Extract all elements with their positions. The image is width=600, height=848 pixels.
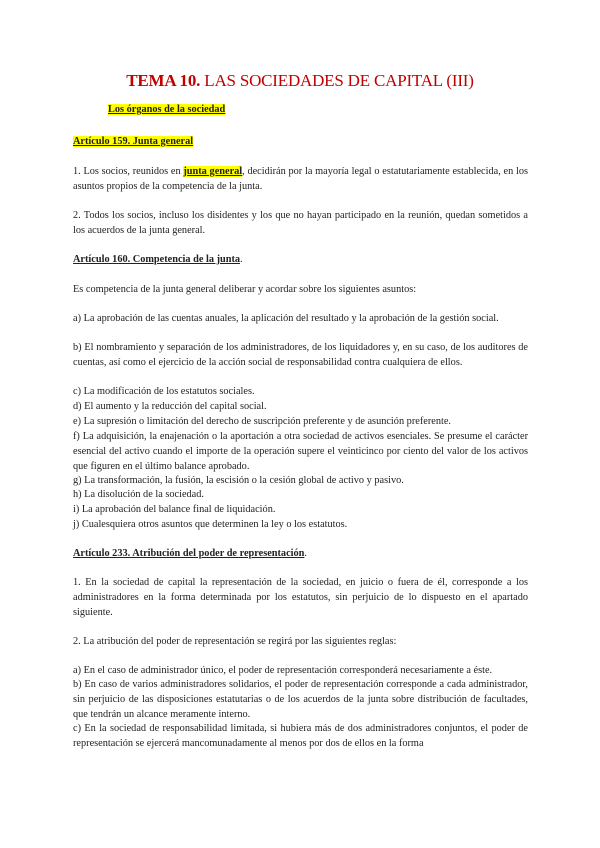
art160-item: d) El aumento y la reducción del capital social. (73, 401, 267, 412)
art160-item: c) La modificación de los estatutos sociales. (73, 386, 255, 397)
art159-paragraph-2: 2. Todos los socios, incluso los disidentes y los que no hayan participado en la reunión, quedan sometidos a los acuerdos de la junta general. (73, 210, 528, 236)
art159-heading-text: Artículo 159. Junta general (73, 136, 194, 147)
art160-item: e) La supresión o limitación del derecho de suscripción preferente y de asunción preferente. (73, 416, 451, 427)
art160-intro: Es competencia de la junta general deliberar y acordar sobre los siguientes asuntos: (73, 284, 417, 295)
art159-p1-end: , decidirán por la mayoría legal o estatutariamente establecida, en los asuntos propios de la competencia de la junta. (73, 166, 528, 192)
art159-heading (73, 134, 528, 149)
art233-item: c) En la sociedad de responsabilidad limitada, si hubiera más de dos administradores conjuntos, el poder de representación se ejercerá mancomunadamente al menos por dos de ellos en la forma (73, 723, 528, 749)
section-subtitle: Los órganos de la sociedad (108, 104, 226, 115)
art233-paragraph-1: 1. En la sociedad de capital la representación de la sociedad, en juicio o fuera de él, corresponde a los administradores en la forma determinada por los estatutos, sin perjuicio de lo dispuesto en el apartado siguiente. (73, 577, 528, 618)
art160-item: g) La transformación, la fusión, la escisión o la cesión global de activo y pasivo. (73, 475, 404, 486)
art233-heading (73, 546, 528, 561)
art233-heading-tail: . (304, 548, 307, 559)
art160-item: i) La aprobación del balance final de liquidación. (73, 504, 276, 515)
art233-paragraph-2: 2. La atribución del poder de representación se regirá por las siguientes reglas: (73, 636, 397, 647)
art233-heading-text: Artículo 233. Atribución del poder de representación (73, 548, 305, 559)
art160-heading-text: Artículo 160. Competencia de la junta (73, 254, 241, 265)
art160-heading-tail: . (240, 254, 243, 265)
title-text: LAS SOCIEDADES DE CAPITAL (III) (200, 71, 474, 90)
page-title (0, 71, 600, 91)
title-number: TEMA 10. (126, 71, 201, 90)
art159-p1-start: 1. Los socios, reunidos en (73, 166, 184, 177)
art160-item: j) Cualesquiera otros asuntos que determinen la ley o los estatutos. (73, 519, 348, 530)
art160-item: b) El nombramiento y separación de los administradores, de los liquidadores y, en su caso, de los auditores de cuentas, así como el ejercicio de la acción social de responsabilidad contra cualquiera de ellos. (73, 342, 528, 368)
art233-item: a) En el caso de administrador único, el poder de representación corresponderá necesariamente a éste. (73, 665, 493, 676)
art233-item: b) En caso de varios administradores solidarios, el poder de representación corresponde a cada administrador, sin perjuicio de las disposiciones estatutarias o de los acuerdos de la junta sobre distribución de facultades, que tendrán un alcance meramente interno. (73, 679, 528, 720)
art160-heading (73, 252, 528, 267)
art160-item: h) La disolución de la sociedad. (73, 489, 204, 500)
junta-general-highlight: junta general (183, 166, 243, 177)
art160-item: f) La adquisición, la enajenación o la aportación a otra sociedad de activos esenciales. Se presume el carácter esencial del activo cuando el importe de la operación supere el veinticinco por ciento del valor de los activos que figuren en el último balance aprobado. (73, 431, 528, 472)
art160-item: a) La aprobación de las cuentas anuales, la aplicación del resultado y la aprobación de la gestión social. (73, 313, 499, 324)
art159-paragraph-1 (73, 164, 528, 194)
